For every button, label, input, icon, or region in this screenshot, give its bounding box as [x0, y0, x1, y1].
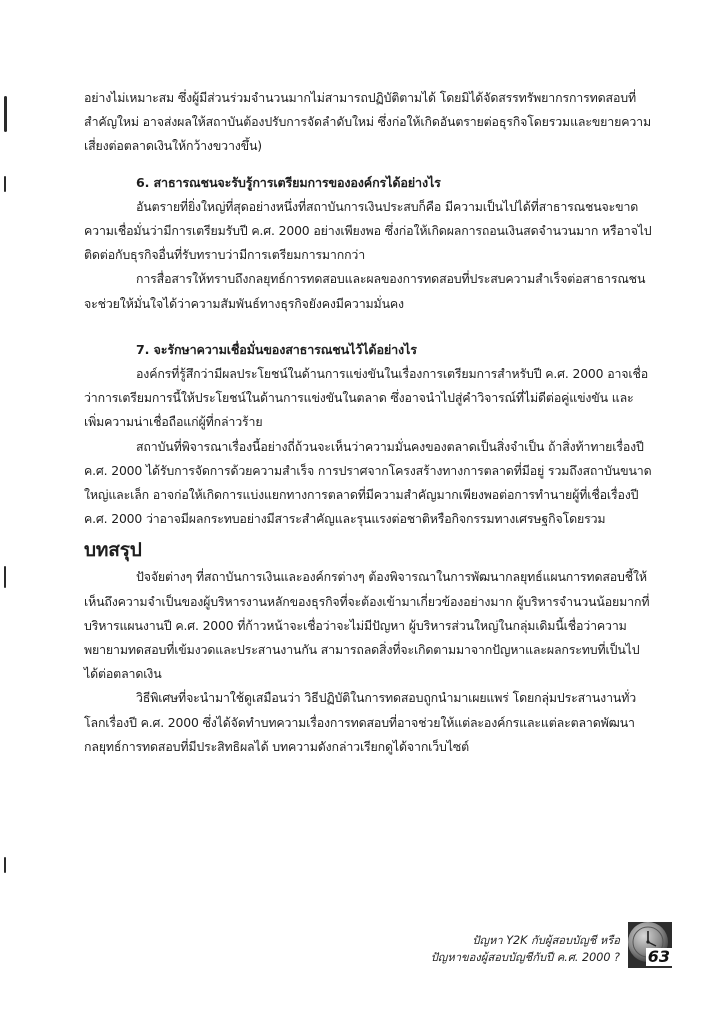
- summary-heading: บทสรุป: [84, 539, 142, 562]
- section-6-paragraph-1: อันตรายที่ยิ่งใหญ่ที่สุดอย่างหนึ่งที่สถาบันการเงินประสบก็คือ มีความเป็นไปได้ที่สาธารณชนจะขาดความเชื่อมั่นว่ามีการเตรียมรับปี ค.ศ. 2000 อย่างเพียงพอ ซึ่งก่อให้เกิดผลการถอนเงินสดจำนวนมาก หรือาจไปติดต่อกับธุรกิจอื่นที่รับทราบว่ามีการเตรียมการมากกว่า: [84, 198, 652, 263]
- footer-line-1: ปัญหา Y2K กับผู้สอบบัญชี หรือ: [472, 934, 620, 947]
- summary-paragraph-2: วิธีพิเศษที่จะนำมาใช้ดูเสมือนว่า วิธีปฏิบัติในการทดสอบถูกนำมาเผยแพร่ โดยกลุ่มประสานงานทั่วโลกเรื่องปี ค.ศ. 2000 ซึ่งได้จัดทำบทความเรื่องการทดสอบที่อาจช่วยให้แต่ละองค์กรและแต่ละตลาดพัฒนากลยุทธ์การทดสอบที่มีประสิทธิผลได้ บทความดังกล่าวเรียกดูได้จากเว็บไซต์: [84, 690, 637, 754]
- binding-mark: [4, 566, 6, 588]
- section-7-paragraph-1: องค์กรที่รู้สึกว่ามีผลประโยชน์ในด้านการแข่งขันในเรื่องการเตรียมการสำหรับปี ค.ศ. 2000 อาจเชื่อว่าการเตรียมการนี้ให้ประโยชน์ในด้านการแข่งขันในตลาด ซึ่งอาจนำไปสู่คำวิจารณ์ที่ไม่ดีต่อคู่แข่งขัน และเพิ่มความน่าเชื่อถือแก่ผู้ที่กล่าวร้าย: [84, 366, 649, 430]
- page-badge: [628, 922, 672, 968]
- section-7-paragraph-2: สถาบันที่พิจารณาเรื่องนี้อย่างถี่ถ้วนจะเห็นว่าความมั่นคงของตลาดเป็นสิ่งจำเป็น ถ้าสิ่งท้าทายเรื่องปี ค.ศ. 2000 ได้รับการจัดการด้วยความสำเร็จ การปราศจากโครงสร้างทางการตลาดที่มีอยู่ รวมถึงสถาบันขนาดใหญ่และเล็ก อาจก่อให้เกิดการแบ่งแยกทางการตลาดที่มีความสำคัญมากเพียงพอต่อการทำนายผู้ที่เชื่อเรื่องปี ค.ศ. 2000 ว่าอาจมีผลกระทบอย่างมีสาระสำคัญและรุนแรงต่อชาติหรือกิจกรรมทางเศรษฐกิจโดยรวม: [84, 438, 652, 527]
- section-6-paragraph-2: การสื่อสารให้ทราบถึงกลยุทธ์การทดสอบและผลของการทดสอบที่ประสบความสำเร็จต่อสาธารณชนจะช่วยให้มั่นใจได้ว่าความสัมพันธ์ทางธุรกิจยังคงมีความมั่นคง: [84, 271, 646, 311]
- summary-paragraph-1: ปัจจัยต่างๆ ที่สถาบันการเงินและองค์กรต่างๆ ต้องพิจารณาในการพัฒนากลยุทธ์แผนการทดสอบชี้ให้เห็นถึงความจำเป็นของผู้บริหารงานหลักของธุรกิจที่จะต้องเข้ามาเกี่ยวข้องอย่างมาก ผู้บริหารจำนวนน้อยมากที่บริหารแผนงานปี ค.ศ. 2000 ที่ก้าวหน้าจะเชื่อว่าจะไม่มีปัญหา ผู้บริหารส่วนใหญ่ในกลุ่มเดิมนี้เชื่อว่าความพยายามทดสอบที่เข้มงวดและประสานงานกัน สามารถลดสิ่งที่จะเกิดตามมาจากปัญหาและผลกระทบที่เป็นไปได้ต่อตลาดเงิน: [84, 569, 650, 682]
- running-footer: [431, 932, 620, 968]
- binding-mark: [4, 857, 6, 873]
- document-body: [84, 86, 652, 759]
- page-number: 63: [647, 947, 670, 966]
- intro-paragraph: อย่างไม่เหมาะสม ซึ่งผู้มีส่วนร่วมจำนวนมากไม่สามารถปฏิบัติตามได้ โดยมิได้จัดสรรทรัพยากรการทดสอบที่สำคัญใหม่ อาจส่งผลให้สถาบันต้องปรับการจัดลำดับใหม่ ซึ่งก่อให้เกิดอันตรายต่อธุรกิจโดยรวมและขยายความเสี่ยงต่อตลาดเงินให้กว้างขวางขึ้น): [84, 90, 651, 154]
- page-footer: [431, 922, 672, 968]
- binding-mark: [4, 176, 6, 192]
- footer-line-2: ปัญหาของผู้สอบบัญชีกับปี ค.ศ. 2000 ?: [430, 951, 620, 964]
- section-7-heading: 7. จะรักษาความเชื่อมั่นของสาธารณชนไว้ได้อย่างไร: [136, 341, 417, 357]
- binding-mark: [4, 96, 7, 132]
- section-6-heading: 6. สาธารณชนจะรับรู้การเตรียมการขององค์กรได้อย่างไร: [136, 174, 441, 190]
